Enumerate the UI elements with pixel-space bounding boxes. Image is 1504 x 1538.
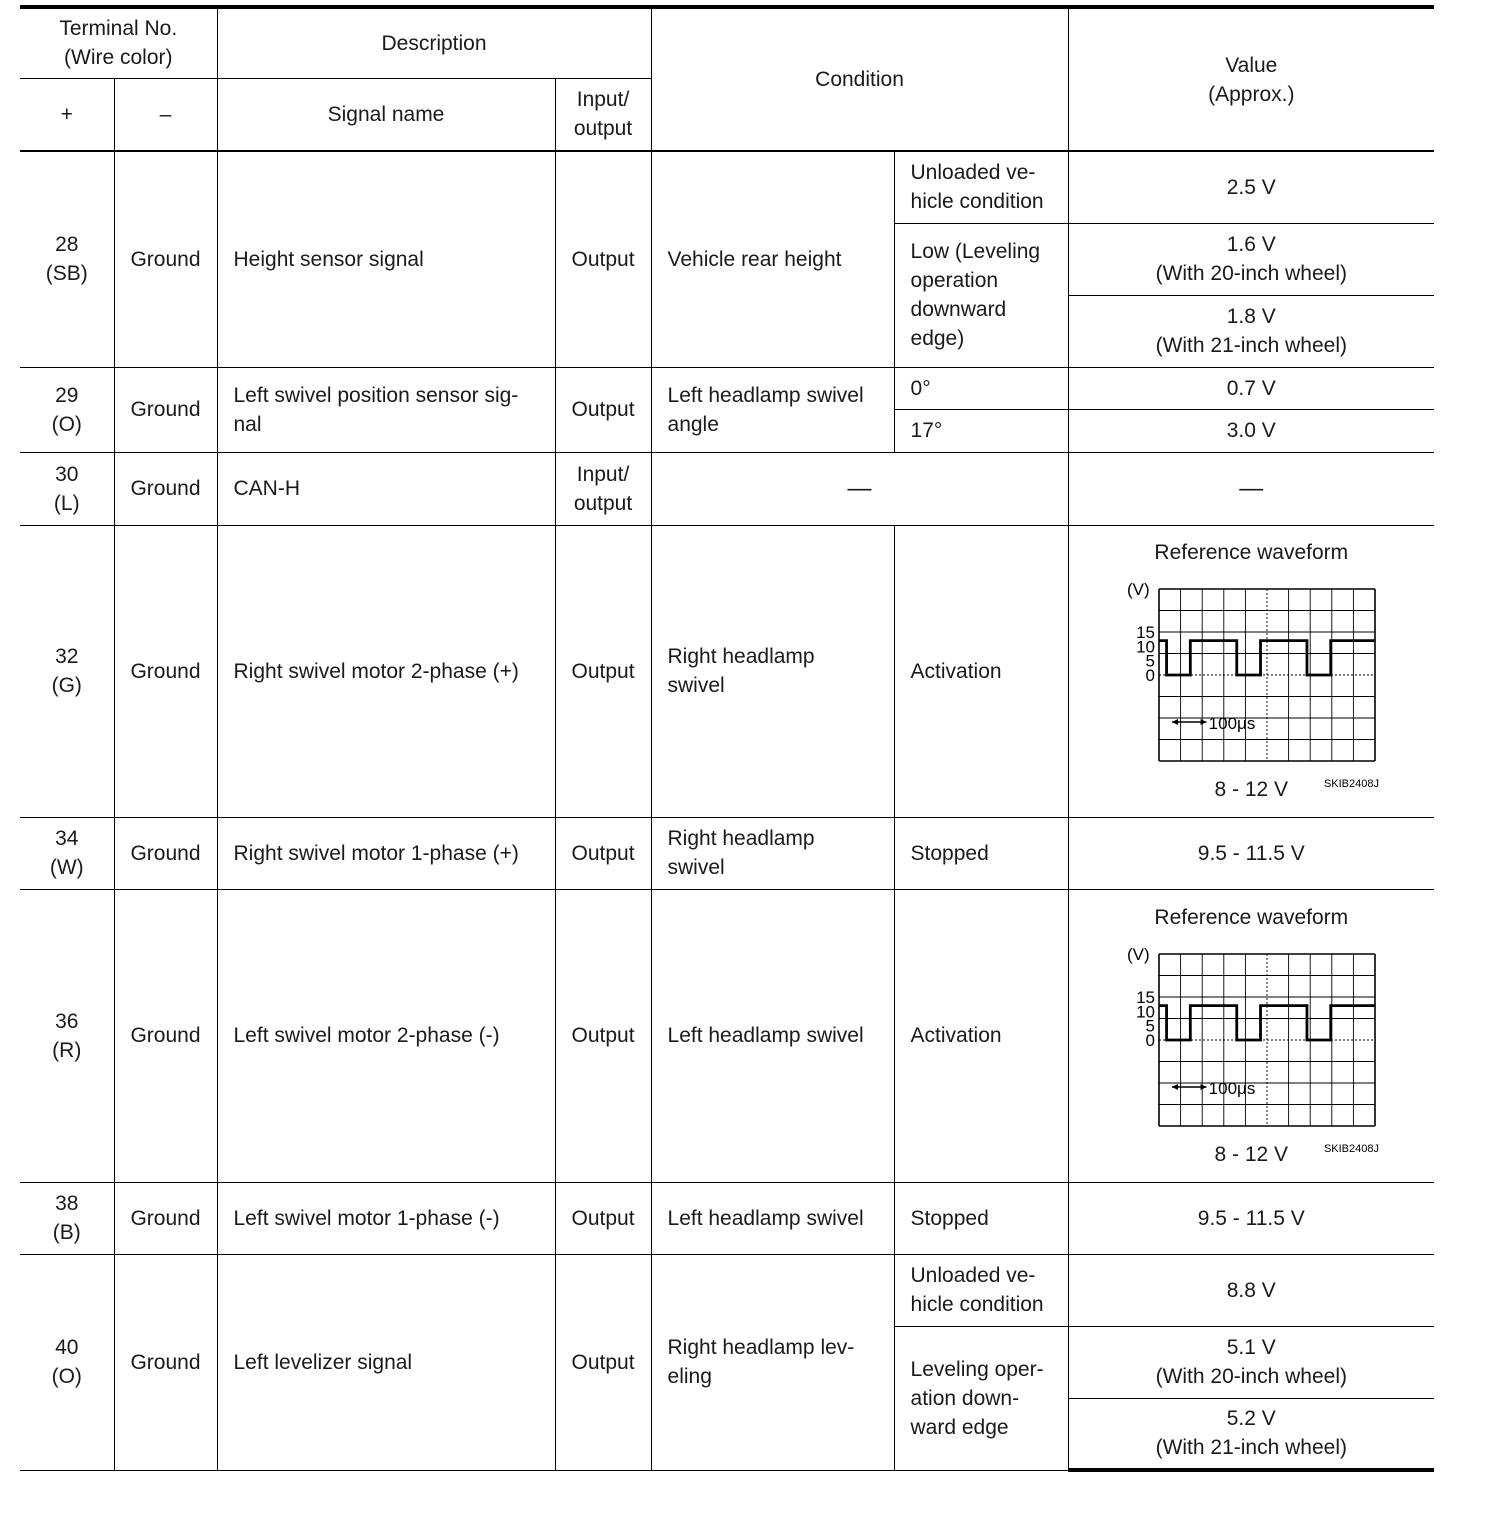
figure-code: SKIB2408J [1323, 778, 1379, 790]
value-38: 9.5 - 11.5 V [1068, 1182, 1434, 1254]
terminal-spec-table [20, 5, 1434, 1472]
signal-36: Left swivel motor 2-phase (-) [217, 889, 555, 1182]
value-28-21inch: 1.8 V (With 21-inch wheel) [1068, 295, 1434, 367]
arrow-head-right [1200, 1084, 1206, 1090]
ground-32: Ground [114, 525, 217, 817]
signal-40: Left levelizer signal [217, 1254, 555, 1470]
value-40-21inch: 5.2 V (With 21-inch wheel) [1068, 1398, 1434, 1470]
terminal-29: 29 (O) [20, 367, 114, 452]
ground-40: Ground [114, 1254, 217, 1470]
condition-36: Left headlamp swivel [651, 889, 894, 1182]
time-scale-label: 100μs [1208, 1078, 1255, 1098]
value-40-20inch: 5.1 V (With 20-inch wheel) [1068, 1326, 1434, 1398]
y-tick-label: 0 [1145, 1030, 1155, 1050]
value-36 [1068, 889, 1434, 1182]
condition-40: Right headlamp lev- eling [651, 1254, 894, 1470]
header-minus: – [114, 78, 217, 151]
subcondition-29-0deg: 0° [894, 367, 1068, 409]
terminal-38: 38 (B) [20, 1182, 114, 1254]
value-40-unloaded: 8.8 V [1068, 1254, 1434, 1326]
subcondition-40-leveling: Leveling oper- ation down- ward edge [894, 1326, 1068, 1470]
y-tick-label: 15 [1135, 987, 1155, 1007]
terminal-32: 32 (G) [20, 525, 114, 817]
y-tick-label: 15 [1135, 623, 1155, 642]
y-unit-label: (V) [1126, 580, 1150, 599]
value-29-17deg: 3.0 V [1068, 409, 1434, 452]
header-value: Value (Approx.) [1068, 7, 1434, 151]
terminal-28: 28 (SB) [20, 151, 114, 367]
io-29: Output [555, 367, 651, 452]
terminal-40: 40 (O) [20, 1254, 114, 1470]
waveform-value: 8 - 12 V [1214, 1142, 1289, 1166]
header-condition: Condition [651, 7, 1068, 151]
value-28-20inch: 1.6 V (With 20-inch wheel) [1068, 223, 1434, 295]
signal-30: CAN-H [217, 452, 555, 525]
terminal-34: 34 (W) [20, 817, 114, 889]
header-signal-name: Signal name [217, 78, 555, 151]
subcondition-28-unloaded: Unloaded ve- hicle condition [894, 151, 1068, 223]
subcondition-32: Activation [894, 525, 1068, 817]
io-30: Input/ output [555, 452, 651, 525]
condition-30: — [651, 452, 1068, 525]
signal-38: Left swivel motor 1-phase (-) [217, 1182, 555, 1254]
terminal-36: 36 (R) [20, 889, 114, 1182]
subcondition-40-unloaded: Unloaded ve- hicle condition [894, 1254, 1068, 1326]
value-30: — [1068, 452, 1434, 525]
y-tick-label: 5 [1145, 1016, 1155, 1036]
condition-34: Right headlamp swivel [651, 817, 894, 889]
header-plus: + [20, 78, 114, 151]
header-terminal: Terminal No. (Wire color) [20, 7, 217, 78]
subcondition-34: Stopped [894, 817, 1068, 889]
signal-28: Height sensor signal [217, 151, 555, 367]
ground-34: Ground [114, 817, 217, 889]
value-29-0deg: 0.7 V [1068, 367, 1434, 409]
signal-34: Right swivel motor 1-phase (+) [217, 817, 555, 889]
ground-36: Ground [114, 889, 217, 1182]
ground-28: Ground [114, 151, 217, 367]
figure-code: SKIB2408J [1323, 1142, 1379, 1155]
subcondition-28-low: Low (Leveling operation downward edge) [894, 223, 1068, 367]
time-scale-label: 100μs [1208, 714, 1255, 733]
waveform-title: Reference waveform [1154, 905, 1349, 929]
value-28-unloaded: 2.5 V [1068, 151, 1434, 223]
ground-38: Ground [114, 1182, 217, 1254]
condition-38: Left headlamp swivel [651, 1182, 894, 1254]
subcondition-36: Activation [894, 889, 1068, 1182]
arrow-head-left [1171, 719, 1177, 725]
header-io: Input/ output [555, 78, 651, 151]
io-34: Output [555, 817, 651, 889]
header-description: Description [217, 7, 651, 78]
io-28: Output [555, 151, 651, 367]
ground-29: Ground [114, 367, 217, 452]
subcondition-29-17deg: 17° [894, 409, 1068, 452]
y-tick-label: 10 [1135, 1001, 1155, 1021]
arrow-head-right [1200, 719, 1206, 725]
value-34: 9.5 - 11.5 V [1068, 817, 1434, 889]
waveform-title: Reference waveform [1154, 541, 1349, 564]
io-32: Output [555, 525, 651, 817]
value-32 [1068, 525, 1434, 817]
y-tick-label: 0 [1145, 666, 1155, 685]
y-tick-label: 10 [1135, 637, 1155, 657]
io-36: Output [555, 889, 651, 1182]
signal-32: Right swivel motor 2-phase (+) [217, 525, 555, 817]
subcondition-38: Stopped [894, 1182, 1068, 1254]
io-40: Output [555, 1254, 651, 1470]
terminal-30: 30 (L) [20, 452, 114, 525]
arrow-head-left [1171, 1084, 1177, 1090]
condition-29: Left headlamp swivel angle [651, 367, 894, 452]
condition-28: Vehicle rear height [651, 151, 894, 367]
waveform-value: 8 - 12 V [1214, 778, 1289, 801]
y-tick-label: 5 [1145, 651, 1155, 671]
ground-30: Ground [114, 452, 217, 525]
condition-32: Right headlamp swivel [651, 525, 894, 817]
y-unit-label: (V) [1126, 944, 1150, 964]
io-38: Output [555, 1182, 651, 1254]
signal-29: Left swivel position sensor sig- nal [217, 367, 555, 452]
